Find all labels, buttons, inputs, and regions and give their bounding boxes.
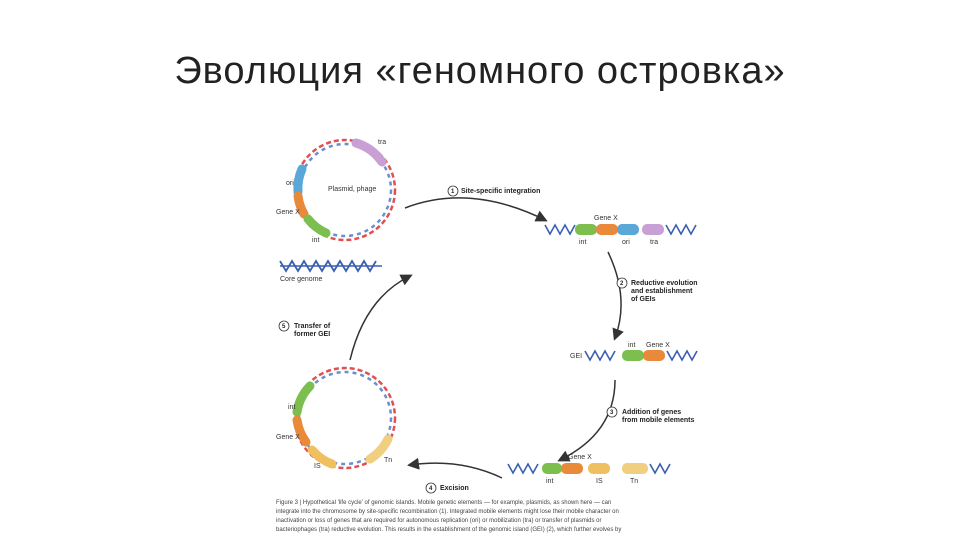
chrom1-gene-x: [596, 224, 618, 235]
step-5-line-1: Transfer of: [294, 323, 331, 330]
top-plasmid: [276, 139, 395, 244]
core-genome-label: Core genome: [280, 276, 323, 283]
step-2-number: 2: [620, 281, 624, 287]
bottom-plasmid-label-int: int: [288, 404, 296, 411]
geo-island-life-cycle-figure: [270, 128, 710, 540]
chrom3-label-int: int: [546, 478, 554, 485]
chrom2-label-genex: Gene X: [646, 342, 670, 349]
chrom3-label-genex: Gene X: [568, 454, 592, 461]
chromosome-integrated: [545, 215, 696, 246]
chrom2-label-int: int: [628, 342, 636, 349]
top-plasmid-label-int: int: [312, 237, 320, 244]
chrom1-label-int: int: [579, 239, 587, 246]
step-1-number: 1: [451, 189, 455, 195]
chrom2-prefix: GEI: [570, 353, 583, 360]
chrom1-gene-tra: [642, 224, 664, 235]
step-4-number: 4: [429, 486, 433, 492]
top-plasmid-center-label: Plasmid, phage: [328, 186, 377, 193]
chrom3-label-is: IS: [596, 478, 603, 485]
top-plasmid-label-ori: ori: [286, 180, 294, 187]
plasmid-gene-int: [308, 219, 326, 233]
caption-line-1: Figure 3 | Hypothetical 'life cycle' of genomic islands. Mobile genetic elements — for example, plasmids, as shown here — can: [276, 500, 612, 506]
chrom3-gene-int: [542, 463, 562, 474]
chrom3-gene-is: [588, 463, 610, 474]
bottom-plasmid: [276, 368, 395, 470]
step-2-line-2: and establishment: [631, 288, 693, 295]
step-3-line-1: Addition of genes: [622, 409, 682, 416]
chrom1-label-genex: Gene X: [594, 215, 618, 222]
bottom-plasmid-label-genex: Gene X: [276, 434, 300, 441]
step-3-line-2: from mobile elements: [622, 417, 695, 424]
step-5-number: 5: [282, 324, 286, 330]
plasmid-gene-ori: [298, 169, 302, 192]
slide-title: Эволюция «геномного островка»: [174, 50, 786, 92]
core-genome: [280, 261, 382, 283]
chrom3-label-tn: Tn: [630, 478, 639, 485]
top-plasmid-label-genex: Gene X: [276, 209, 300, 216]
bottom-plasmid-gene-int: [297, 386, 310, 412]
chrom1-gene-ori: [617, 224, 639, 235]
caption-line-3: inactivation or loss of genes that are required for autonomous replication (ori) or mobilization (tra) or transfer of plasmids or: [276, 518, 602, 524]
step-2-line-1: Reductive evolution: [631, 280, 698, 287]
chromosome-gei: [570, 342, 697, 361]
top-plasmid-label-tra: tra: [378, 139, 387, 146]
step-2-line-3: of GEIs: [631, 296, 656, 303]
step-4-text: Excision: [440, 485, 469, 492]
caption-line-2: integrate into the chromosome by site-specific recombination (1). Integrated mobile elements might lose their mobile character on: [276, 509, 619, 515]
chrom3-gene-x: [561, 463, 583, 474]
chrom2-gene-int: [622, 350, 644, 361]
chrom1-label-ori: ori: [622, 239, 630, 246]
chrom3-gene-tn: [622, 463, 648, 474]
caption-line-4: bacteriophages (tra) reductive evolution. This results in the establishment of the genomic island (GEI) (2), which further evolves by: [276, 527, 622, 533]
step-5-line-2: former GEI: [294, 331, 331, 338]
bottom-plasmid-gene-is: [312, 450, 332, 464]
bottom-plasmid-gene-tn: [370, 439, 388, 459]
chrom2-gene-x: [643, 350, 665, 361]
step-1-text: Site-specific integration: [461, 188, 541, 195]
chrom1-gene-int: [575, 224, 597, 235]
step-3-number: 3: [610, 410, 614, 416]
bottom-plasmid-label-is: IS: [314, 463, 321, 470]
bottom-plasmid-label-tn: Tn: [384, 457, 393, 464]
chromosome-expanded: [508, 454, 670, 485]
chrom1-label-tra: tra: [650, 239, 659, 246]
figure-caption: [276, 500, 621, 533]
